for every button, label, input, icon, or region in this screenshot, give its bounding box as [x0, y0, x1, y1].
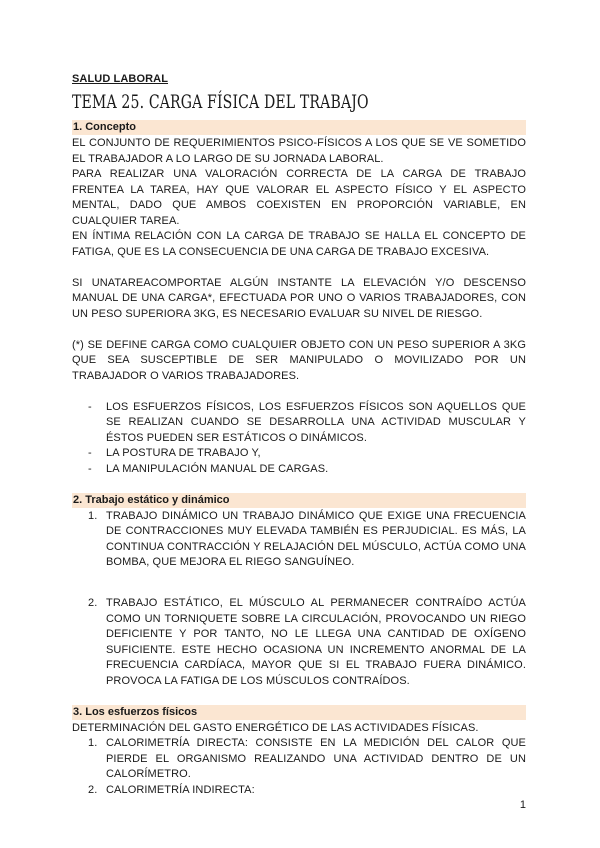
- spacer: [72, 384, 526, 400]
- spacer: [72, 322, 526, 338]
- list-item: [72, 736, 526, 783]
- spacer: [72, 586, 526, 596]
- section-heading-trabajo: 2. Trabajo estático y dinámico: [72, 493, 526, 508]
- list-item: [72, 462, 526, 478]
- spacer: [72, 260, 526, 276]
- document-page: [72, 72, 526, 798]
- numbered-list: [72, 596, 526, 689]
- list-item: [72, 596, 526, 689]
- list-item: [72, 446, 526, 462]
- paragraph: EN ÍNTIMA RELACIÓN CON LA CARGA DE TRABAJO SE HALLA EL CONCEPTO DE FATIGA, QUE ES LA CONSECUENCIA DE UNA CARGA DE TRABAJO EXCESIVA.: [72, 230, 526, 258]
- spacer: [72, 477, 526, 493]
- list-item-text: TRABAJO DINÁMICO UN TRABAJO DINÁMICO QUE EXIGE UNA FRECUENCIA DE CONTRACCIONES MUY ELEVADA TAMBIÉN ES PERJUDICIAL. ES MÁS, LA CONTINUA CONTRACCIÓN Y RELAJACIÓN DEL MÚSCULO, ACTÚA COMO UNA BOMBA, QUE MEJORA EL RIEGO SANGUÍNEO.: [106, 509, 526, 568]
- list-dash-marker: -: [88, 447, 92, 459]
- numbered-list: [72, 509, 526, 571]
- list-item: [72, 509, 526, 571]
- spacer: [72, 571, 526, 587]
- document-kicker: SALUD LABORAL: [72, 73, 169, 85]
- list-item-text: CALORIMETRÍA INDIRECTA:: [106, 783, 255, 796]
- list-dash-marker: -: [88, 462, 92, 475]
- dash-list: [72, 400, 526, 478]
- paragraph: DETERMINACIÓN DEL GASTO ENERGÉTICO DE LAS ACTIVIDADES FÍSICAS.: [72, 721, 479, 734]
- document-title: TEMA 25. CARGA FÍSICA DEL TRABAJO: [72, 91, 369, 113]
- list-number: 2.: [88, 597, 98, 609]
- list-dash-marker: -: [88, 400, 92, 413]
- list-number: 1.: [88, 509, 98, 522]
- list-item-text: LA MANIPULACIÓN MANUAL DE CARGAS.: [106, 462, 329, 475]
- footnote-paragraph: (*) SE DEFINE CARGA COMO CUALQUIER OBJETO CON UN PESO SUPERIOR A 3KG QUE SEA SUSCEPTIBLE DE SER MANIPULADO O MOVILIZADO POR UN TRABAJADOR O VARIOS TRABAJADORES.: [72, 338, 526, 382]
- paragraph: SI UNATAREACOMPORTAE ALGÚN INSTANTE LA ELEVACIÓN Y/O DESCENSO MANUAL DE UNA CARGA*, EFECTUADA POR UNO O VARIOS TRABAJADORES, CON UN PESO SUPERIORA 3KG, ES NECESARIO EVALUAR SU NIVEL DE RIESGO.: [72, 276, 526, 320]
- list-item: [72, 783, 526, 799]
- spacer: [72, 689, 526, 705]
- page-number: 1: [519, 799, 526, 811]
- section-heading-concepto: 1. Concepto: [72, 120, 526, 135]
- list-item-text: LA POSTURA DE TRABAJO Y,: [106, 447, 261, 459]
- paragraph: PARA REALIZAR UNA VALORACIÓN CORRECTA DE LA CARGA DE TRABAJO FRENTEA LA TAREA, HAY QUE VALORAR EL ASPECTO FÍSICO Y EL ASPECTO MENTAL, DADO QUE AMBOS COEXISTEN EN PROPORCIÓN VARIABLE, EN CUALQUIER TAREA.: [72, 168, 526, 227]
- list-item-text: CALORIMETRÍA DIRECTA: CONSISTE EN LA MEDICIÓN DEL CALOR QUE PIERDE EL ORGANISMO REALIZANDO UNA ACTIVIDAD DENTRO DE UN CALORÍMETRO.: [106, 737, 526, 780]
- list-number: 1.: [88, 737, 98, 749]
- list-number: 2.: [88, 783, 98, 796]
- list-item-text: LOS ESFUERZOS FÍSICOS, LOS ESFUERZOS FÍSICOS SON AQUELLOS QUE SE REALIZAN CUANDO SE DESARROLLA UNA ACTIVIDAD MUSCULAR Y ÉSTOS PUEDEN SER ESTÁTICOS O DINÁMICOS.: [106, 400, 526, 444]
- list-item: [72, 400, 526, 447]
- numbered-list: [72, 736, 526, 798]
- paragraph: EL CONJUNTO DE REQUERIMIENTOS PSICO-FÍSICOS A LOS QUE SE VE SOMETIDO EL TRABAJADOR A LO LARGO DE SU JORNADA LABORAL.: [72, 137, 526, 165]
- list-item-text: TRABAJO ESTÁTICO, EL MÚSCULO AL PERMANECER CONTRAÍDO ACTÚA COMO UN TORNIQUETE SOBRE LA CIRCULACIÓN, PROVOCANDO UN RIEGO DEFICIENTE Y POR TANTO, NO LE LLEGA UNA CANTIDAD DE OXÍGENO SUFICIENTE. ESTE HECHO OCASIONA UN INCREMENTO ANORMAL DE LA FRECUENCIA CARDÍACA, MAYOR QUE SI EL TRABAJO FUERA DINÁMICO. PROVOCA LA FATIGA DE LOS MÚSCULOS CONTRAÍDOS.: [106, 597, 526, 687]
- section-heading-esfuerzos: 3. Los esfuerzos físicos: [72, 705, 526, 720]
